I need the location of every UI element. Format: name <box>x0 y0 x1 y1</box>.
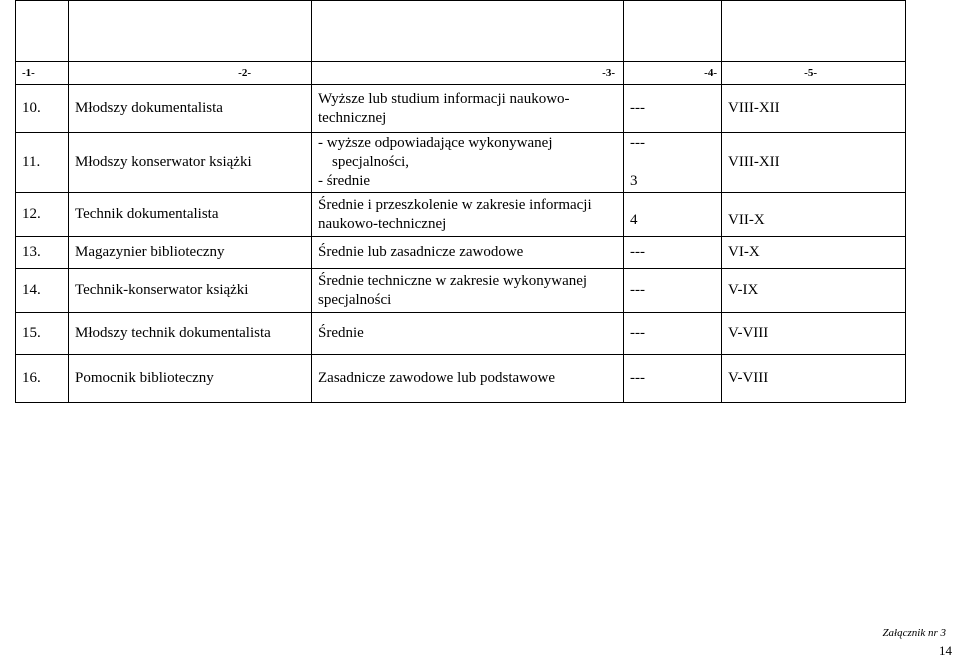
col-number: -3- <box>312 62 624 85</box>
experience-line <box>630 153 715 172</box>
requirements: Średnie i przeszkolenie w zakresie informacji naukowo-technicznej <box>312 193 624 237</box>
col-number: -2- <box>69 62 312 85</box>
requirement-line: - wyższe odpowiadające wykonywanej <box>318 135 553 151</box>
requirements: Zasadnicze zawodowe lub podstawowe <box>312 355 624 403</box>
header-cell <box>69 1 312 62</box>
grade: V-VIII <box>722 313 906 355</box>
experience: --- <box>624 237 722 269</box>
requirement-line: - średnie <box>318 173 371 189</box>
attachment-label: Załącznik nr 3 <box>882 627 946 639</box>
position-name: Magazynier biblioteczny <box>69 237 312 269</box>
experience: --- <box>624 313 722 355</box>
column-number-row <box>16 62 906 85</box>
position-name: Młodszy dokumentalista <box>69 85 312 133</box>
grade: V-IX <box>722 269 906 313</box>
row-number: 10. <box>16 85 69 133</box>
position-name: Technik dokumentalista <box>69 193 312 237</box>
experience: 4 <box>624 193 722 237</box>
requirements: Średnie lub zasadnicze zawodowe <box>312 237 624 269</box>
grade: V-VIII <box>722 355 906 403</box>
experience: --- <box>624 269 722 313</box>
experience-line: 3 <box>630 173 638 189</box>
experience <box>624 133 722 193</box>
experience: --- <box>624 355 722 403</box>
col-number: -5- <box>722 62 906 85</box>
grade: VIII-XII <box>722 133 906 193</box>
header-cell <box>312 1 624 62</box>
grade: VI-X <box>722 237 906 269</box>
table-row <box>16 313 906 355</box>
experience-line: --- <box>630 135 645 151</box>
header-row <box>16 1 906 62</box>
requirement-line: specjalności, <box>332 154 410 170</box>
row-number: 11. <box>16 133 69 193</box>
requirements <box>312 133 624 193</box>
experience: --- <box>624 85 722 133</box>
row-number: 14. <box>16 269 69 313</box>
positions-table <box>15 0 906 403</box>
requirements: Średnie <box>312 313 624 355</box>
position-name: Młodszy konserwator książki <box>69 133 312 193</box>
table-row <box>16 85 906 133</box>
requirements: Średnie techniczne w zakresie wykonywanej specjalności <box>312 269 624 313</box>
row-number: 12. <box>16 193 69 237</box>
header-cell <box>624 1 722 62</box>
requirements: Wyższe lub studium informacji naukowo-technicznej <box>312 85 624 133</box>
position-name: Pomocnik biblioteczny <box>69 355 312 403</box>
page-number: 14 <box>939 643 952 658</box>
table-row <box>16 269 906 313</box>
position-name: Młodszy technik dokumentalista <box>69 313 312 355</box>
table-row <box>16 193 906 237</box>
table-row <box>16 133 906 193</box>
grade: VII-X <box>722 193 906 237</box>
table-row <box>16 355 906 403</box>
row-number: 16. <box>16 355 69 403</box>
header-cell <box>722 1 906 62</box>
row-number: 15. <box>16 313 69 355</box>
row-number: 13. <box>16 237 69 269</box>
col-number: -4- <box>624 62 722 85</box>
header-cell <box>16 1 69 62</box>
col-number: -1- <box>16 62 69 85</box>
grade: VIII-XII <box>722 85 906 133</box>
position-name: Technik-konserwator książki <box>69 269 312 313</box>
table-row <box>16 237 906 269</box>
